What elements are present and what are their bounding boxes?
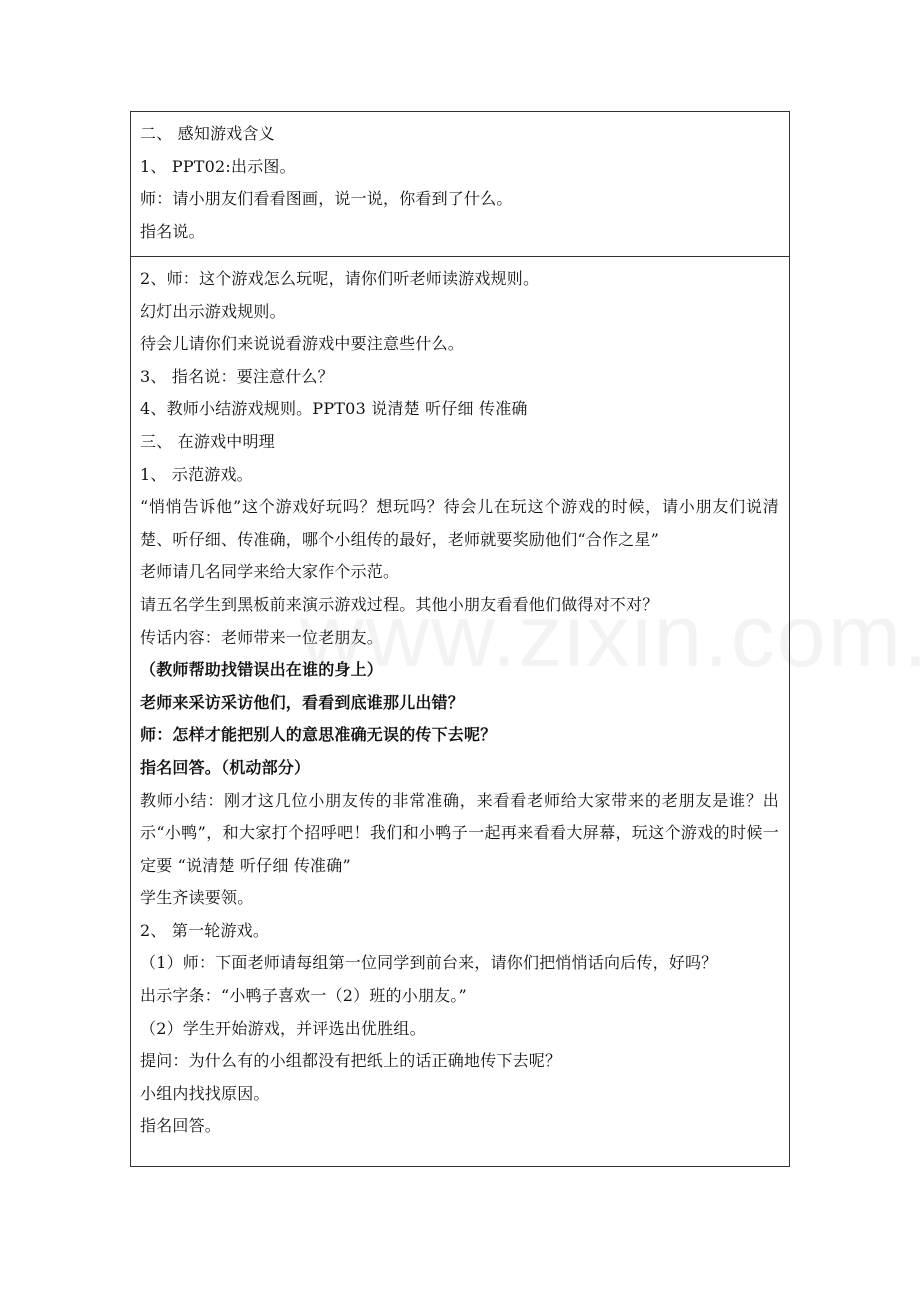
table-cell-section-perceive	[131, 112, 789, 257]
call-on-answer: 指名回答。	[140, 1116, 222, 1136]
students-read-key-points: 学生齐读要领。	[140, 888, 254, 908]
step-demo-game: 1、 示范游戏。	[140, 464, 253, 484]
teacher-prompt-picture: 师：请小朋友们看看图画，说一说，你看到了什么。	[140, 189, 513, 209]
step-call-on-attention: 3、 指名说：要注意什么？	[140, 366, 334, 386]
heading-perceive-game: 二、 感知游戏含义	[140, 124, 275, 143]
students-play-and-judge: （2）学生开始游戏，并评选出优胜组。	[140, 1018, 426, 1038]
group-find-reasons: 小组内找找原因。	[140, 1083, 270, 1103]
lesson-plan-table	[130, 111, 790, 1167]
call-on-students: 指名说。	[140, 221, 205, 241]
paragraph-teacher-summary: 教师小结：刚才这几位小朋友传的非常准确，来看看老师给大家带来的老朋友是谁？出示“小鸭”，和大家打个招呼吧！我们和小鸭子一起再来看看大屏幕，玩这个游戏的时候一定要 “说清楚 听仔细 传准确”	[140, 790, 779, 875]
table-cell-section-play	[131, 257, 789, 1166]
teacher-interview: 老师来采访采访他们，看看到底谁那儿出错？	[140, 692, 465, 712]
round-instruction: （1）师：下面老师请每组第一位同学到前台来，请你们把悄悄话向后传，好吗？	[140, 953, 718, 973]
step-read-rules: 2、师：这个游戏怎么玩呢，请你们听老师读游戏规则。	[140, 269, 540, 288]
show-note-message: 出示字条：“小鸭子喜欢一（2）班的小朋友。”	[140, 986, 467, 1006]
teacher-invite-demo: 老师请几名同学来给大家作个示范。	[140, 562, 400, 582]
call-on-answer-optional: 指名回答。（机动部分）	[140, 757, 311, 777]
note-find-error: （教师帮助找错误出在谁的身上）	[140, 660, 384, 680]
slide-show-rules: 幻灯出示游戏规则。	[140, 301, 286, 321]
paragraph-game-intro: “悄悄告诉他”这个游戏好玩吗？想玩吗？待会儿在玩这个游戏的时候，请小朋友们说清楚、听仔细、传准确，哪个小组传的最好，老师就要奖励他们“合作之星”	[140, 497, 779, 549]
message-content: 传话内容：老师带来一位老朋友。	[140, 627, 384, 647]
question-why-failed: 提问：为什么有的小组都没有把纸上的话正确地传下去呢？	[140, 1051, 562, 1071]
step-summarize-rules: 4、教师小结游戏规则。PPT03 说清楚 听仔细 传准确	[140, 399, 528, 419]
five-students-demo: 请五名学生到黑板前来演示游戏过程。其他小朋友看看他们做得对不对？	[140, 594, 659, 614]
heading-learn-in-game: 三、 在游戏中明理	[140, 431, 275, 451]
ask-attention-points: 待会儿请你们来说说看游戏中要注意些什么。	[140, 334, 465, 354]
question-pass-accurately: 师：怎样才能把别人的意思准确无误的传下去呢？	[140, 725, 497, 745]
step-show-picture: 1、 PPT02:出示图。	[140, 156, 296, 176]
step-first-round: 2、 第一轮游戏。	[140, 920, 270, 940]
